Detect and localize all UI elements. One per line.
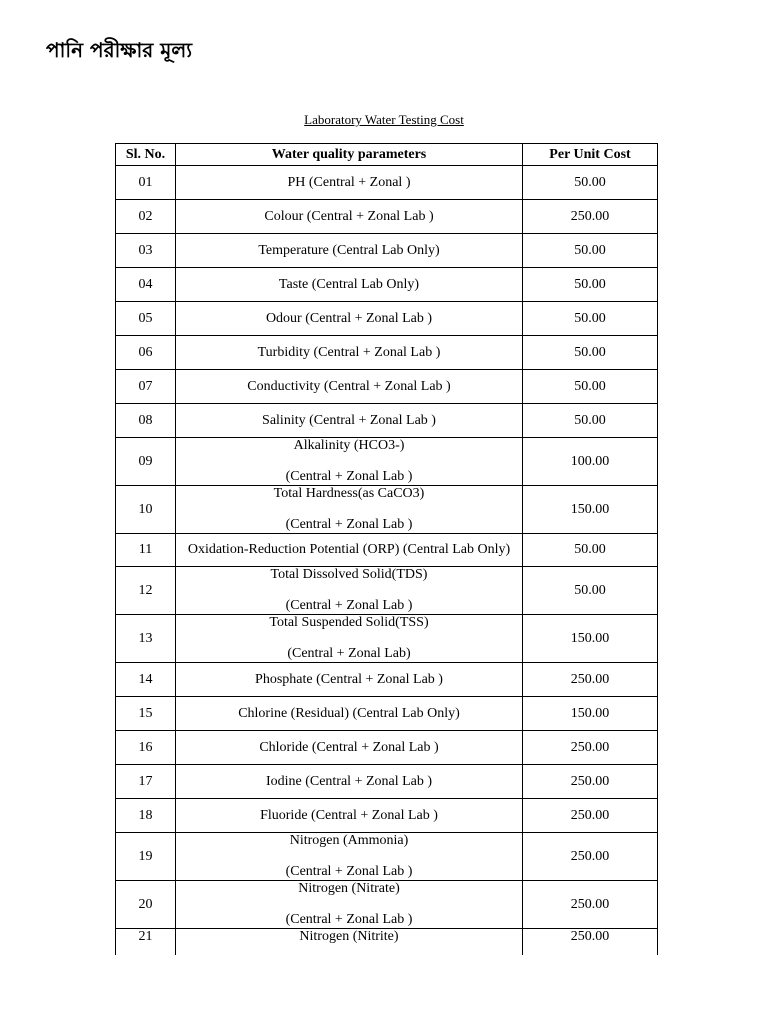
row-param-cell — [176, 881, 523, 929]
row-param-cell — [176, 438, 523, 486]
row-param: PH (Central + Zonal ) — [176, 166, 523, 200]
row-param: Taste (Central Lab Only) — [176, 268, 523, 302]
table-row — [116, 697, 658, 731]
row-sl: 16 — [116, 731, 176, 765]
header-parameters: Water quality parameters — [176, 144, 523, 166]
row-cost: 50.00 — [523, 567, 658, 615]
row-param-scope: (Central + Zonal Lab ) — [285, 469, 413, 484]
table-header-row — [116, 144, 658, 166]
row-param: Fluoride (Central + Zonal Lab ) — [176, 799, 523, 833]
row-param-cell — [176, 615, 523, 663]
table-row — [116, 302, 658, 336]
row-param: Total Hardness(as CaCO3) — [273, 486, 425, 501]
row-sl: 08 — [116, 404, 176, 438]
row-sl: 18 — [116, 799, 176, 833]
row-sl: 07 — [116, 370, 176, 404]
table-row — [116, 615, 658, 663]
row-param: Nitrogen (Nitrate) — [298, 881, 400, 896]
row-cost: 50.00 — [523, 268, 658, 302]
row-param: Turbidity (Central + Zonal Lab ) — [176, 336, 523, 370]
row-cost: 100.00 — [523, 438, 658, 486]
row-param: Phosphate (Central + Zonal Lab ) — [176, 663, 523, 697]
row-sl: 09 — [116, 438, 176, 486]
table-row — [116, 438, 658, 486]
row-param: Total Dissolved Solid(TDS) — [270, 567, 428, 582]
table-row — [116, 799, 658, 833]
table-row — [116, 663, 658, 697]
table-row — [116, 336, 658, 370]
row-cost: 50.00 — [523, 234, 658, 268]
header-sl-no: Sl. No. — [116, 144, 176, 166]
row-param: Conductivity (Central + Zonal Lab ) — [176, 370, 523, 404]
table-row — [116, 567, 658, 615]
row-sl: 21 — [116, 929, 176, 956]
table-row — [116, 731, 658, 765]
row-cost: 250.00 — [523, 929, 658, 956]
row-cost: 250.00 — [523, 731, 658, 765]
table-row — [116, 929, 658, 956]
row-param-scope: (Central + Zonal Lab ) — [285, 912, 413, 927]
page-heading: পানি পরীক্ষার মূল্য — [46, 38, 193, 62]
row-cost: 50.00 — [523, 404, 658, 438]
header-cost: Per Unit Cost — [523, 144, 658, 166]
row-param-cell — [176, 833, 523, 881]
row-param: Odour (Central + Zonal Lab ) — [176, 302, 523, 336]
row-cost: 150.00 — [523, 486, 658, 534]
table-title: Laboratory Water Testing Cost — [304, 112, 464, 127]
row-param-scope: (Central + Zonal Lab ) — [285, 517, 413, 532]
table-row — [116, 765, 658, 799]
row-cost: 250.00 — [523, 799, 658, 833]
row-param: Temperature (Central Lab Only) — [176, 234, 523, 268]
row-cost: 50.00 — [523, 336, 658, 370]
row-cost: 250.00 — [523, 765, 658, 799]
row-cost: 50.00 — [523, 302, 658, 336]
table-row — [116, 268, 658, 302]
row-param: Nitrogen (Ammonia) — [289, 833, 409, 848]
row-sl: 10 — [116, 486, 176, 534]
row-cost: 250.00 — [523, 200, 658, 234]
row-param-scope: (Central + Zonal Lab) — [287, 646, 411, 661]
row-sl: 17 — [116, 765, 176, 799]
row-sl: 04 — [116, 268, 176, 302]
row-param: Oxidation-Reduction Potential (ORP) (Central Lab Only) — [176, 534, 523, 567]
row-sl: 03 — [116, 234, 176, 268]
row-sl: 11 — [116, 534, 176, 567]
table-row — [116, 404, 658, 438]
row-param-scope: (Central + Zonal Lab ) — [285, 864, 413, 879]
row-param: Chlorine (Residual) (Central Lab Only) — [176, 697, 523, 731]
row-sl: 13 — [116, 615, 176, 663]
row-param-cell — [176, 567, 523, 615]
row-param: Colour (Central + Zonal Lab ) — [176, 200, 523, 234]
row-param: Iodine (Central + Zonal Lab ) — [176, 765, 523, 799]
table-row — [116, 166, 658, 200]
row-sl: 20 — [116, 881, 176, 929]
table-row — [116, 534, 658, 567]
row-param: Alkalinity (HCO3-) — [293, 438, 405, 453]
row-param-cell — [176, 486, 523, 534]
row-sl: 19 — [116, 833, 176, 881]
row-param: Chloride (Central + Zonal Lab ) — [176, 731, 523, 765]
row-cost: 150.00 — [523, 615, 658, 663]
row-sl: 15 — [116, 697, 176, 731]
row-cost: 250.00 — [523, 881, 658, 929]
row-param: Total Suspended Solid(TSS) — [269, 615, 429, 630]
row-sl: 12 — [116, 567, 176, 615]
row-cost: 150.00 — [523, 697, 658, 731]
table-row — [116, 370, 658, 404]
row-param: Salinity (Central + Zonal Lab ) — [176, 404, 523, 438]
table-row — [116, 881, 658, 929]
table-row — [116, 234, 658, 268]
row-sl: 14 — [116, 663, 176, 697]
row-sl: 02 — [116, 200, 176, 234]
table-row — [116, 486, 658, 534]
row-param-scope: (Central + Zonal Lab ) — [285, 598, 413, 613]
row-cost: 250.00 — [523, 663, 658, 697]
row-sl: 05 — [116, 302, 176, 336]
table-row — [116, 200, 658, 234]
row-cost: 50.00 — [523, 370, 658, 404]
cost-table — [115, 143, 658, 955]
table-row — [116, 833, 658, 881]
row-sl: 01 — [116, 166, 176, 200]
row-cost: 50.00 — [523, 534, 658, 567]
row-cost: 250.00 — [523, 833, 658, 881]
row-sl: 06 — [116, 336, 176, 370]
row-param: Nitrogen (Nitrite) — [176, 929, 523, 956]
row-cost: 50.00 — [523, 166, 658, 200]
